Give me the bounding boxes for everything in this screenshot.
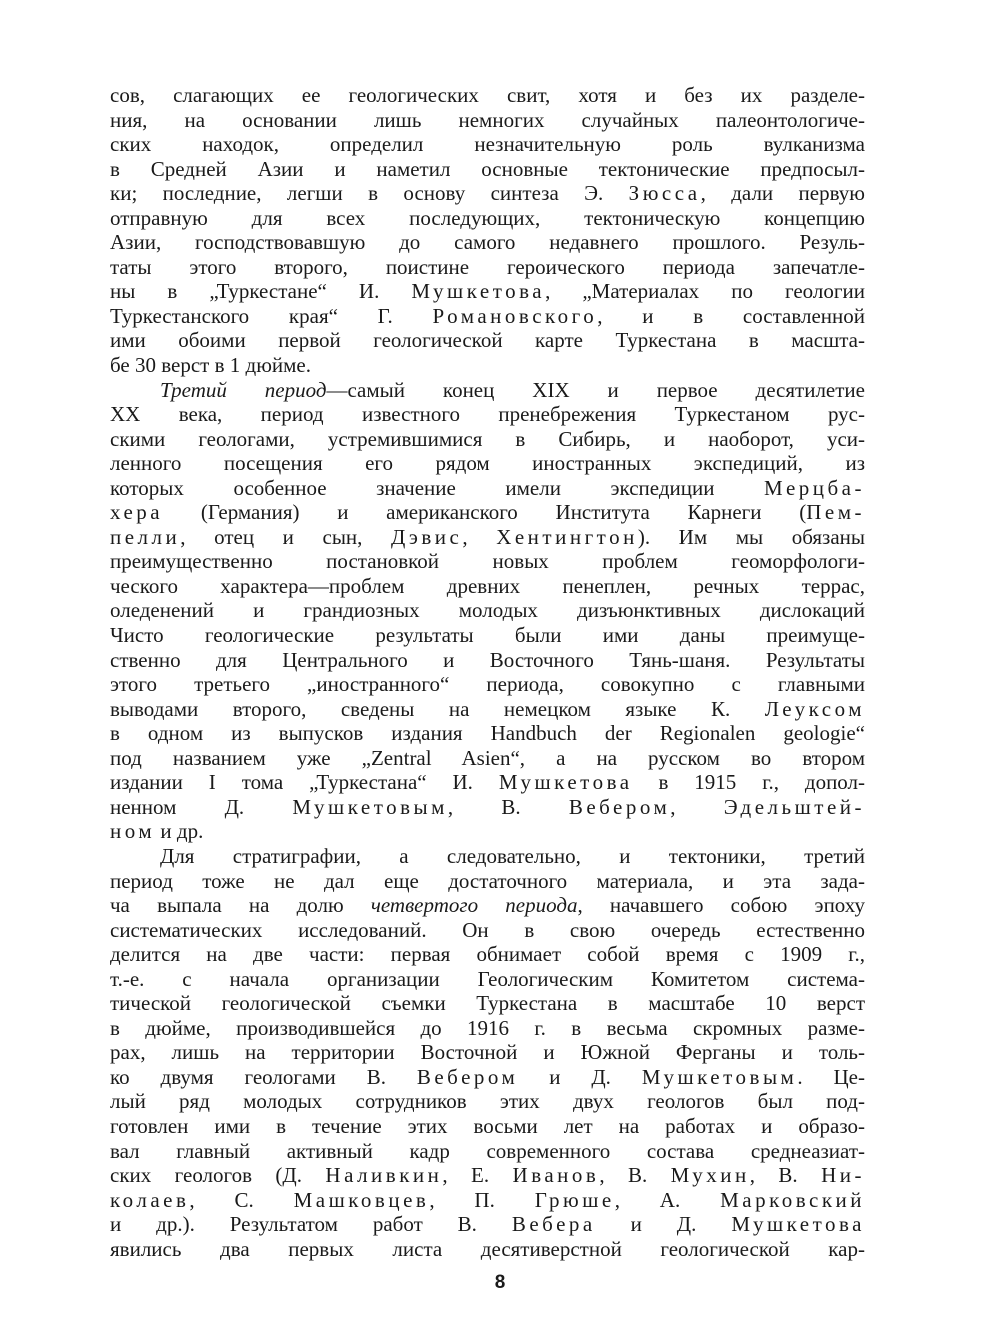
spaced-name: Наливкин (325, 1163, 443, 1188)
italic-term: четвертого периода (370, 893, 578, 918)
text-run: , П. (429, 1187, 535, 1212)
spaced-name: Мушкетовым (641, 1064, 798, 1089)
text-line (110, 525, 865, 550)
text-run: , В. (447, 794, 569, 819)
text-line: преимущественно постановкой новых проблем геоморфологи- (110, 549, 865, 574)
text-run: , начавшего собою эпоху (577, 893, 865, 918)
text-run: Туркестанского края“ Г. (110, 303, 433, 328)
spaced-name: Мушкетова (411, 279, 546, 304)
spaced-name: Зюсса (628, 181, 701, 206)
spaced-name: Мушкетова (731, 1212, 865, 1237)
text-line: в одном из выпусков издания Handbuch der Regionalen geologie“ (110, 721, 865, 746)
text-line: под названием уже „Zentral Asien“, а на русском во втором (110, 745, 865, 770)
spaced-name: Вебером (416, 1064, 519, 1089)
text-run: —самый конец XIX и первое десятилетие (326, 377, 865, 402)
text-line: ими обоими первой геологической карте Туркестана в масшта- (110, 328, 865, 353)
text-run: ко двумя геологами В. (110, 1064, 417, 1089)
text-line: явились два первых листа десятиверстной геологической кар- (110, 1236, 865, 1261)
text-run: которых особенное значение имели экспедиции (110, 475, 765, 500)
spaced-name: пелли (110, 524, 181, 549)
text-run: , С. (189, 1187, 294, 1212)
text-line: таты этого второго, поистине героического периода запечатле- (110, 254, 865, 279)
text-line: ских находок, определил незначительную роль вулканизма (110, 132, 865, 157)
text-line: отправную для всех последующих, тектоническую концепцию (110, 205, 865, 230)
text-run: в 1915 г., допол- (632, 770, 865, 795)
spaced-name: Машковцев (293, 1187, 430, 1212)
text-line (110, 1188, 865, 1213)
spaced-name: Романовского (432, 303, 598, 328)
text-line (110, 304, 865, 329)
text-line (110, 819, 865, 844)
text-run: , и в составленной (597, 303, 865, 328)
spaced-name: Ни- (821, 1163, 865, 1188)
spaced-name: Грюше (534, 1187, 615, 1212)
text-line: ленного посещения его рядом иностранных экспедиций, из (110, 451, 865, 476)
text-line (110, 1065, 865, 1090)
text-line: ственно для Центрального и Восточного Тянь-шаня. Результаты (110, 647, 865, 672)
spaced-name: ном (110, 819, 156, 844)
page-body (110, 83, 865, 1261)
text-line: сов, слагающих ее геологических свит, хотя и без их разделе- (110, 83, 865, 107)
spaced-name: Мухин (670, 1163, 750, 1188)
text-line: XX века, период известного пренебрежения Туркестаном рус- (110, 402, 865, 427)
spaced-name: Вебера (511, 1212, 596, 1237)
text-run: и др. (155, 819, 204, 844)
text-line: Для стратиграфии, а следовательно, и тектоники, третий (160, 843, 865, 868)
text-run: , (462, 524, 497, 549)
italic-term: Третий период (160, 377, 327, 402)
spaced-name: хера (110, 500, 164, 525)
page-number: 8 (494, 1272, 506, 1293)
text-line (110, 279, 865, 304)
text-line (110, 795, 865, 820)
text-run: и Д. (518, 1064, 642, 1089)
text-line: период тоже не дал еще достаточного материала, и эта зада- (110, 868, 865, 893)
text-run: , Е. (442, 1163, 513, 1188)
text-run: . Це- (797, 1064, 865, 1089)
text-line (110, 181, 865, 206)
spaced-name: Иванов (512, 1163, 600, 1188)
text-run: , „Материалах по геологии (545, 279, 865, 304)
spaced-name: Марковский (720, 1187, 865, 1212)
text-line: рах, лишь на территории Восточной и Южной Ферганы и толь- (110, 1040, 865, 1065)
text-line: систематических исследований. Он в свою очередь естественно (110, 917, 865, 942)
text-run: и др.). Результатом работ В. (110, 1212, 512, 1237)
text-line: ния, на основании лишь немногих случайных палеонтологиче- (110, 107, 865, 132)
spaced-name: Леуксом (764, 696, 865, 721)
text-run: ки; последние, легши в основу синтеза Э. (110, 181, 629, 206)
text-line (110, 893, 865, 918)
text-line: в дюйме, производившейся до 1916 г. в весьма скромных разме- (110, 1015, 865, 1040)
text-line (110, 1212, 865, 1237)
text-line: т.-е. с начала организации Геологическим Комитетом система- (110, 966, 865, 991)
text-run: , А. (614, 1187, 721, 1212)
text-run: издании I тома „Туркестана“ И. (110, 770, 499, 795)
text-line: готовлен ими в течение этих восьми лет на работах и образо- (110, 1113, 865, 1138)
text-run: и Д. (595, 1212, 732, 1237)
text-line: бе 30 верст в 1 дюйме. (110, 353, 311, 378)
text-line (110, 770, 865, 795)
text-line: вал главный активный кадр современного состава среднеазиат- (110, 1138, 865, 1163)
text-run: ). Им мы обязаны (637, 524, 865, 549)
text-run: , отец и сын, (180, 524, 392, 549)
paragraph (110, 844, 865, 1261)
text-line (110, 378, 865, 403)
spaced-name: колаев (110, 1187, 190, 1212)
paragraph (110, 83, 865, 378)
spaced-name: Хентингтон (496, 524, 638, 549)
text-line: ческого характера—проблем древних пенеплен, речных террас, (110, 573, 865, 598)
spaced-name: Мерцба- (764, 475, 865, 500)
spaced-name: Мушкетова (498, 770, 633, 795)
paragraph (110, 378, 865, 844)
text-line: Азии, господствовавшую до самого недавнего прошлого. Резуль- (110, 230, 865, 255)
text-line: оледенений и грандиозных молодых дизъюнктивных дислокаций (110, 598, 865, 623)
spaced-name: Мушкетовым (292, 794, 448, 819)
text-line: лый ряд молодых сотрудников этих двух геологов был под- (110, 1089, 865, 1114)
text-run: ны в „Туркестане“ И. (110, 279, 412, 304)
text-line: тической геологической съемки Туркестана в масштабе 10 верст (110, 991, 865, 1016)
spaced-name: Пем- (806, 500, 865, 525)
text-run: ских геологов (Д. (110, 1163, 326, 1188)
text-run: ча выпала на долю (110, 893, 371, 918)
text-run: выводами второго, сведены на немецком языке К. (110, 696, 765, 721)
text-run: , В. (599, 1163, 671, 1188)
text-line: этого третьего „иностранного“ периода, совокупно с главными (110, 672, 865, 697)
text-line (110, 697, 865, 722)
text-line (110, 1163, 865, 1188)
text-run: ненном Д. (110, 794, 293, 819)
text-run: , (670, 794, 724, 819)
spaced-name: Эдельштей- (723, 794, 866, 819)
text-line: в Средней Азии и наметил основные тектонические предпосыл- (110, 156, 865, 181)
text-run: , В. (749, 1163, 822, 1188)
text-line: Чисто геологические результаты были ими даны преимуще- (110, 623, 865, 648)
text-run: (Германия) и американского Института Карнеги ( (163, 500, 807, 525)
text-line (110, 476, 865, 501)
text-run: , дали первую (700, 181, 865, 206)
text-line (110, 500, 865, 525)
text-line: скими геологами, устремившимися в Сибирь, и наоборот, уси- (110, 426, 865, 451)
spaced-name: Дэвис (391, 524, 463, 549)
text-line: делится на две части: первая обнимает собой время с 1909 г., (110, 942, 865, 967)
spaced-name: Вебером (568, 794, 671, 819)
